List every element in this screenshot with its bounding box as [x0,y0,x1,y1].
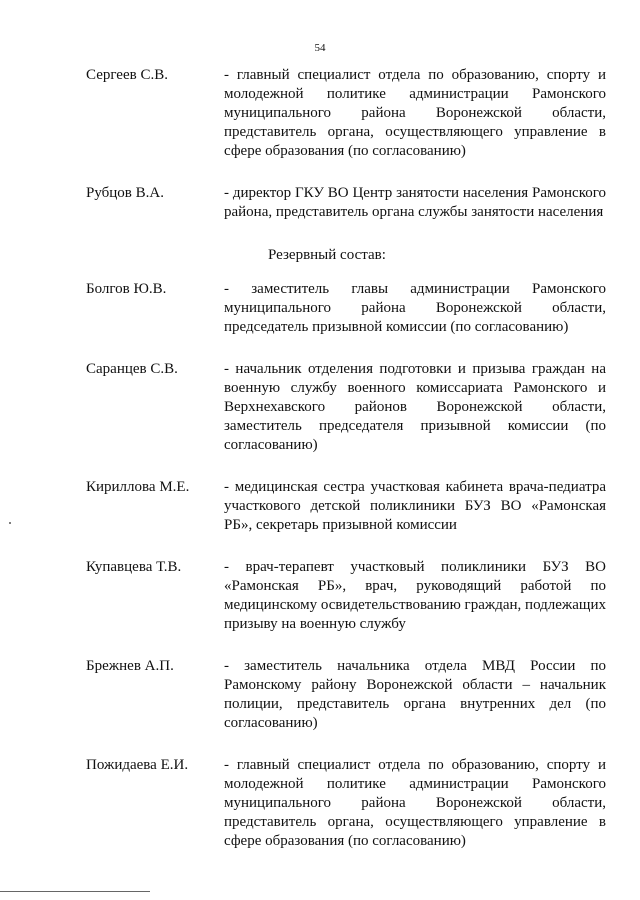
member-role: - медицинская сестра участковая кабинета врача-педиатра участкового детской поликлиники БУЗ ВО «Рамонская РБ», секретарь призывной комиссии [224,479,606,533]
member-role: - врач-терапевт участковый поликлиники БУЗ ВО «Рамонская РБ», врач, руководящий работой по медицинскому освидетельствованию граждан, подлежащих призыву на военную службу [224,559,607,632]
member-name: Кириллова М.Е. [86,479,190,495]
member-name: Брежнев А.П. [86,658,174,674]
member-name: Пожидаева Е.И. [86,757,189,773]
member-name: Рубцов В.А. [86,185,164,201]
page-number: 54 [314,42,326,54]
member-name: Саранцев С.В. [86,361,178,377]
member-name: Болгов Ю.В. [86,281,167,297]
commission-list [86,66,606,851]
member-role: - заместитель главы администрации Рамонского муниципального района Воронежской области, председатель призывной комиссии (по согласованию) [224,281,606,335]
member-entry [86,756,606,851]
member-name: Сергеев С.В. [86,67,168,83]
member-entry [86,360,606,455]
member-entry [86,66,606,161]
footer-rule [0,891,150,892]
member-entry [86,184,606,222]
member-name: Купавцева Т.В. [86,559,182,575]
member-role: - начальник отделения подготовки и призыва граждан на военную службу военного комиссариата Рамонского и Верхнехавского районов Воронежской области, заместитель председателя призывной комиссии (по согласованию) [224,361,606,453]
member-role: - главный специалист отдела по образованию, спорту и молодежной политике администрации Рамонского муниципального района Воронежской области, представитель органа, осуществляющего управление в сфере образования (по согласованию) [224,757,606,849]
scan-speck [9,522,11,524]
member-role: - директор ГКУ ВО Центр занятости населения Рамонского района, представитель органа службы занятости населения [224,185,606,220]
member-role: - заместитель начальника отдела МВД России по Рамонскому району Воронежской области – начальник полиции, представитель органа внутренних дел (по согласованию) [224,658,606,731]
member-entry [86,558,606,634]
reserve-section-title: Резервный состав: [268,247,386,263]
member-entry [86,280,606,337]
member-entry [86,478,606,535]
member-role: - главный специалист отдела по образованию, спорту и молодежной политике администрации Рамонского муниципального района Воронежской области, представитель органа, осуществляющего управление в сфере образования (по согласованию) [224,67,606,159]
member-entry [86,657,606,733]
